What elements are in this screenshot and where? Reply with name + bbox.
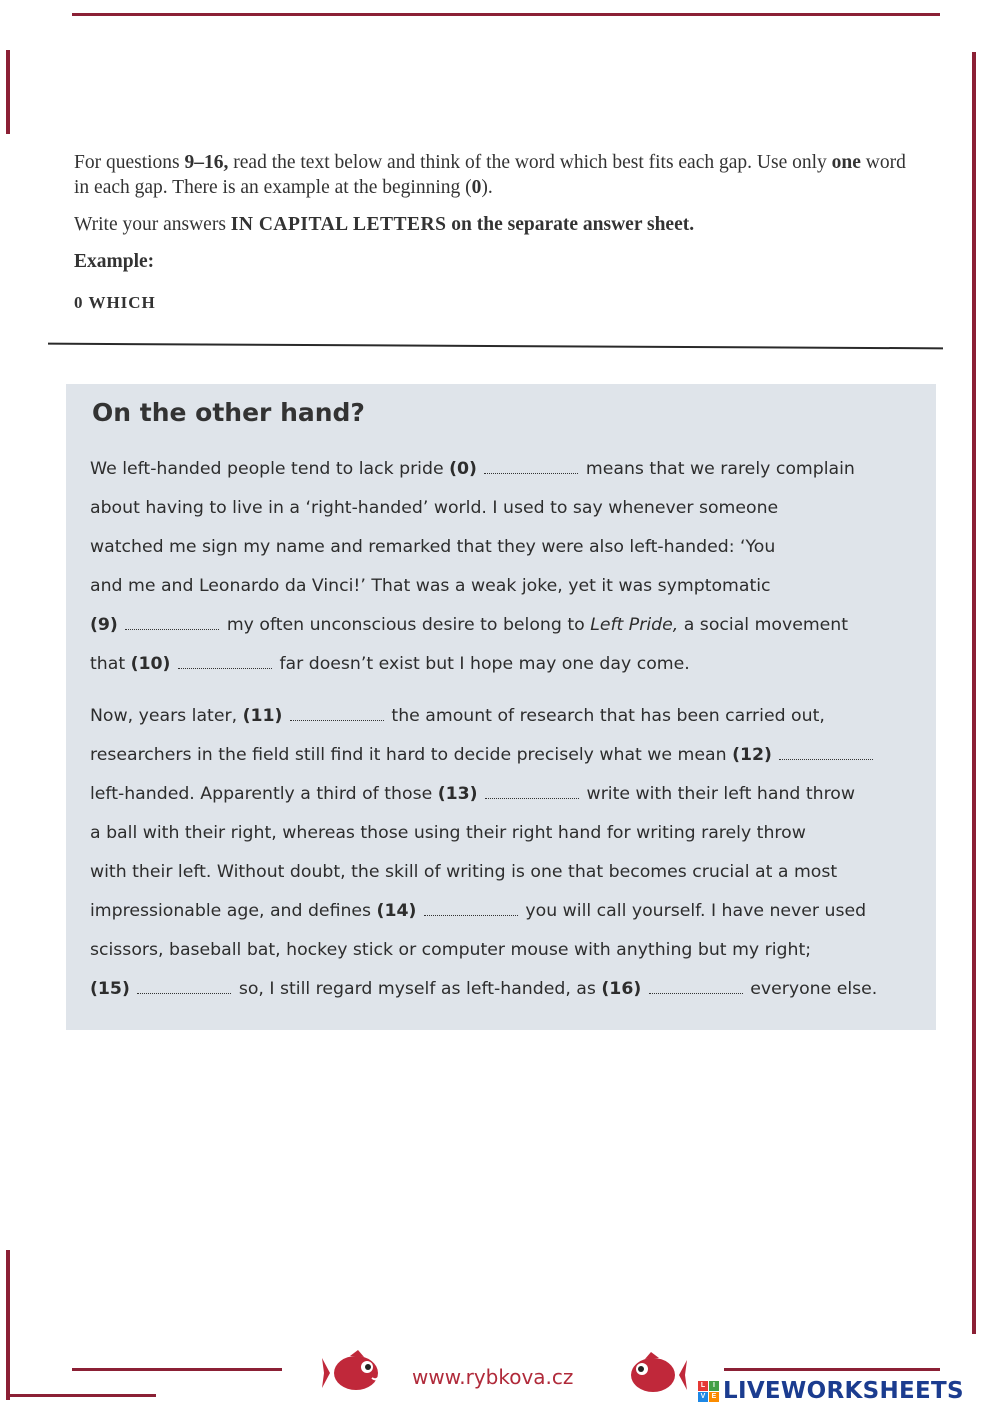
question-range: 9–16, xyxy=(184,152,229,173)
article-line: watched me sign my name and remarked that they were also left-handed: ‘You xyxy=(90,537,776,557)
gap-number: (9) xyxy=(90,615,118,635)
instruction-text: read the text below and think of the word which best fits each gap. Use only xyxy=(228,152,832,173)
instruction-text: For questions xyxy=(74,152,185,173)
text-run: a social movement xyxy=(678,615,849,635)
text-run: We left-handed people tend to lack pride xyxy=(90,459,450,479)
gap-number: (12) xyxy=(732,745,772,765)
gap-number: (0) xyxy=(449,459,477,479)
logo-letter: L xyxy=(698,1381,708,1391)
frame-bottom-left-line-2 xyxy=(6,1394,156,1397)
text-run: impressionable age, and defines xyxy=(90,901,377,921)
article-line: about having to live in a ‘right-handed’ world. I used to say whenever someone xyxy=(90,498,779,518)
article-line: a ball with their right, whereas those using their right hand for writing rarely throw xyxy=(90,823,806,843)
instruction-emphasis: one xyxy=(831,152,861,173)
logo-letter: V xyxy=(698,1392,708,1402)
gap-blank[interactable] xyxy=(485,786,579,799)
instruction-text: word in each gap. There is an example at the beginning ( xyxy=(74,152,906,198)
gap-blank[interactable] xyxy=(178,656,272,669)
gap-blank[interactable] xyxy=(137,981,231,994)
instruction-emphasis: 0 xyxy=(471,177,482,198)
article-line xyxy=(90,645,920,684)
article-line: scissors, baseball bat, hockey stick or computer mouse with anything but my right; xyxy=(90,940,812,960)
instruction-text: Write your answers xyxy=(74,214,231,235)
gap-number: (11) xyxy=(242,706,283,726)
frame-top-line xyxy=(72,13,940,16)
frame-left-bar-bottom xyxy=(6,1250,10,1400)
logo-letter: I xyxy=(709,1381,719,1391)
instruction-bold-text: on the separate answer sheet. xyxy=(446,214,695,235)
instruction-caps: IN CAPITAL LETTERS xyxy=(230,214,447,235)
gap-blank[interactable] xyxy=(484,461,578,474)
gap-blank[interactable] xyxy=(649,981,743,994)
gap-number: (14) xyxy=(376,901,417,921)
frame-left-bar-top xyxy=(6,50,10,134)
text-run: my often unconscious desire to belong to xyxy=(221,615,591,635)
gap-number: (15) xyxy=(90,979,130,999)
example-label: Example: xyxy=(74,251,155,272)
answer-instruction xyxy=(74,212,924,237)
instruction-paragraph xyxy=(74,150,924,200)
liveworksheets-brand: LIVEWORKSHEETS xyxy=(723,1378,964,1404)
frame-bottom-right-line xyxy=(724,1368,940,1371)
website-link[interactable]: www.rybkova.cz xyxy=(412,1365,574,1389)
gap-blank[interactable] xyxy=(290,708,384,721)
instructions xyxy=(74,150,924,327)
gap-blank[interactable] xyxy=(424,903,518,916)
text-run: researchers in the field still find it hard to decide precisely what we mean xyxy=(90,745,733,765)
text-run: everyone else. xyxy=(744,979,878,999)
article-line xyxy=(90,697,920,736)
fish-icon xyxy=(625,1352,687,1398)
article-line xyxy=(90,606,920,645)
frame-right-bar xyxy=(972,52,976,1334)
article-line xyxy=(90,450,920,489)
text-run: Now, years later, xyxy=(90,706,243,726)
liveworksheets-icon xyxy=(698,1381,719,1402)
text-run: you will call yourself. I have never used xyxy=(519,901,867,921)
text-italic: Left Pride, xyxy=(590,615,679,635)
text-run: left-handed. Apparently a third of those xyxy=(90,784,438,804)
logo-letter: E xyxy=(709,1392,719,1402)
article-line xyxy=(90,892,920,931)
article-line xyxy=(90,775,920,814)
article-panel xyxy=(66,384,936,1030)
gap-blank[interactable] xyxy=(125,617,219,630)
article-line xyxy=(90,970,920,1009)
example-answer: 0 WHICH xyxy=(74,293,156,312)
liveworksheets-logo[interactable] xyxy=(698,1378,964,1404)
frame-bottom-left-line xyxy=(72,1368,282,1371)
gap-number: (16) xyxy=(601,979,642,999)
paragraph-break xyxy=(90,684,920,697)
article-line: with their left. Without doubt, the skill of writing is one that becomes crucial at a most xyxy=(90,862,838,882)
fish-icon xyxy=(322,1350,384,1396)
text-run: write with their left hand throw xyxy=(581,784,856,804)
text-run: so, I still regard myself as left-handed, as xyxy=(233,979,602,999)
section-divider xyxy=(48,343,943,350)
gap-number: (10) xyxy=(130,654,171,674)
text-run: the amount of research that has been carried out, xyxy=(385,706,825,726)
text-run: far doesn’t exist but I hope may one day come. xyxy=(273,654,690,674)
instruction-text: ). xyxy=(481,177,493,198)
gap-blank[interactable] xyxy=(779,747,873,760)
article-line xyxy=(90,736,920,775)
article-line: and me and Leonardo da Vinci!’ That was a weak joke, yet it was symptomatic xyxy=(90,576,771,596)
gap-number: (13) xyxy=(437,784,478,804)
article-text xyxy=(90,450,920,1009)
text-run: that xyxy=(90,654,131,674)
article-title: On the other hand? xyxy=(92,398,365,427)
text-run: means that we rarely complain xyxy=(580,459,855,479)
